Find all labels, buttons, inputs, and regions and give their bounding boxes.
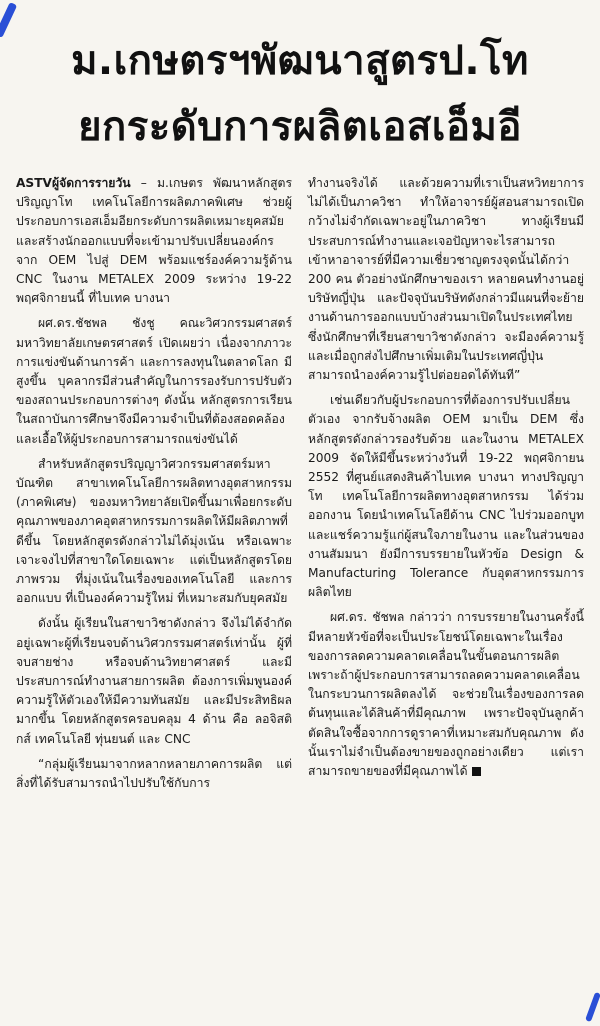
article-paragraph: ASTVผู้จัดการรายวัน – ม.เกษตร พัฒนาหลักสูตรปริญญาโท เทคโนโลยีการผลิตภาคพิเศษ ช่วยผู้ประกอบการเอสเอ็มอียกระดับการผลิตเหมาะยุคสมัย และสร้างนักออกแบบที่จะเข้ามาปรับเปลี่ยนองค์กรจาก OEM ไปสู่ DEM พร้อมแชร์องค์ความรู้ด้าน CNC ในงาน METALEX 2009 ระหว่าง 19-22 พฤศจิกายนนี้ ที่ไบเทค บางนา <box>16 176 292 306</box>
article-paragraph: เช่นเดียวกับผู้ประกอบการที่ต้องการปรับเปลี่ยนตัวเอง จากรับจ้างผลิต OEM มาเป็น DEM ซึ่งหลักสูตรดังกล่าวรองรับด้วย และในงาน METALEX 2009 จัดให้มีขึ้นระหว่างวันที่ 19-22 พฤศจิกายน 2552 ที่ศูนย์แสดงสินค้าไบเทค บางนา ทางปริญญาโท เทคโนโลยีการผลิตทางอุตสาหกรรม ได้ร่วมออกงาน โดยนำเทคโนโลยีด้าน CNC ไปร่วมออกบูท และแชร์ความรู้แก่ผู้สนใจภายในงาน และในส่วนของงานสัมมนา ยังมีการบรรยายในหัวข้อ Design & Manufacturing Tolerance กับอุตสาหกรรมการผลิตไทย <box>308 393 584 600</box>
byline: ASTVผู้จัดการรายวัน <box>16 176 131 190</box>
article-paragraph: “กลุ่มผู้เรียนมาจากหลากหลายภาคการผลิต แต่สิ่งที่ได้รับสามารถนำไปปรับใช้กับการ <box>16 756 292 791</box>
end-of-article-mark <box>472 767 481 776</box>
article-paragraph: ผศ.ดร. ชัชพล กล่าวว่า การบรรยายในงานครั้งนี้ มีหลายหัวข้อที่จะเป็นประโยชน์โดยเฉพาะในเรื่องของการลดความคลาดเคลื่อนในขั้นตอนการผลิต เพราะถ้าผู้ประกอบการสามารถลดความคลาดเคลื่อนในกระบวนการผลิตลงได้ จะช่วยในเรื่องของการลดต้นทุนและได้สินค้าที่มีคุณภาพ เพราะปัจจุบันลูกค้าตัดสินใจซื้อจากการดูราคาที่เหมาะสมกับคุณภาพ ดังนั้นเราไม่จำเป็นต้องขายของถูกอย่างเดียว แต่เราสามารถขายของที่มีคุณภาพได้ <box>308 610 584 779</box>
article-paragraph: ผศ.ดร.ชัชพล ชังชู คณะวิศวกรรมศาสตร์ มหาวิทยาลัยเกษตรศาสตร์ เปิดเผยว่า เนื่องจากภาวะการแข่งขันด้านการค้า และการลงทุนในตลาดโลก มีสูงขึ้น บุคลากรมีส่วนสำคัญในการรองรับการปรับตัวของสถานประกอบการต่างๆ ดังนั้น หลักสูตรการเรียนในสถาบันการศึกษาจึงมีความจำเป็นที่ต้องสอดคล้องและเอื้อให้ผู้ประกอบการสามารถแข่งขันได้ <box>16 316 292 446</box>
article-column-left <box>16 174 292 1004</box>
headline <box>10 0 590 160</box>
article-paragraph: สำหรับหลักสูตรปริญญาวิศวกรรมศาสตร์มหาบัณฑิต สาขาเทคโนโลยีการผลิตทางอุตสาหกรรม (ภาคพิเศษ) ของมหาวิทยาลัยเปิดขึ้นมาเพื่อยกระดับคุณภาพของภาคอุตสาหกรรมการผลิตให้มีผลิตภาพที่ดีขึ้น โดยหลักสูตรดังกล่าวไม่ได้มุ่งเน้น หรือเฉพาะเจาะจงไปที่สาขาใดโดยเฉพาะ แต่เป็นหลักสูตรโดยภาพรวม ที่มุ่งเน้นในเรื่องของเทคโนโลยี และการออกแบบ ที่เป็นองค์ความรู้ใหม่ ที่เหมาะสมกับยุคสมัย <box>16 456 292 606</box>
pen-mark-decoration <box>585 992 600 1022</box>
article-column-right <box>308 174 584 1004</box>
article-paragraph: ดังนั้น ผู้เรียนในสาขาวิชาดังกล่าว จึงไม่ได้จำกัดอยู่เฉพาะผู้ที่เรียนจบด้านวิศวกรรมศาสตร์เท่านั้น ผู้ที่จบสายช่าง หรือจบด้านวิทยาศาสตร์ และมีประสบการณ์ทำงานสายการผลิต ต้องการเพิ่มพูนองค์ความรู้ให้ตัวเองให้มีความทันสมัย และมีประสิทธิผลมากขึ้น โดยหลักสูตรครอบคลุม 4 ด้าน คือ ลอจิสติกส์ เทคโนโลยี ทุ่นยนต์ และ CNC <box>16 616 292 746</box>
article-paragraph: ทำงานจริงได้ และด้วยความที่เราเป็นสหวิทยาการ ไม่ได้เป็นภาควิชา ทำให้อาจารย์ผู้สอนสามารถเปิดกว้างไม่จำกัดเฉพาะอยู่ในภาควิชา ทางผู้เรียนมีประสบการณ์ทำงานและเจอปัญหาจะไรสามารถเข้าหาอาจารย์ที่มีความเชี่ยวชาญตรงจุดนั้นได้กว่า 200 คน ตัวอย่างนักศึกษาของเรา หลายคนทำงานอยู่บริษัทญี่ปุ่น และปัจจุบันบริษัทดังกล่าวมีแผนที่จะย้ายงานด้านการออกแบบบ้างส่วนมาเปิดในประเทศไทย ซึ่งนักศึกษาที่เรียนสาขาวิชาดังกล่าว จะมีองค์ความรู้ และเมื่อถูกส่งไปศึกษาเพิ่มเติมในประเทศญี่ปุ่น สามารถนำองค์ความรู้ไปต่อยอดได้ทันที” <box>308 176 584 383</box>
article-body <box>16 174 584 1004</box>
headline-line-1: ม.เกษตรฯพัฒนาสูตรป.โท <box>71 38 529 84</box>
headline-line-2: ยกระดับการผลิตเอสเอ็มอี <box>78 104 522 150</box>
